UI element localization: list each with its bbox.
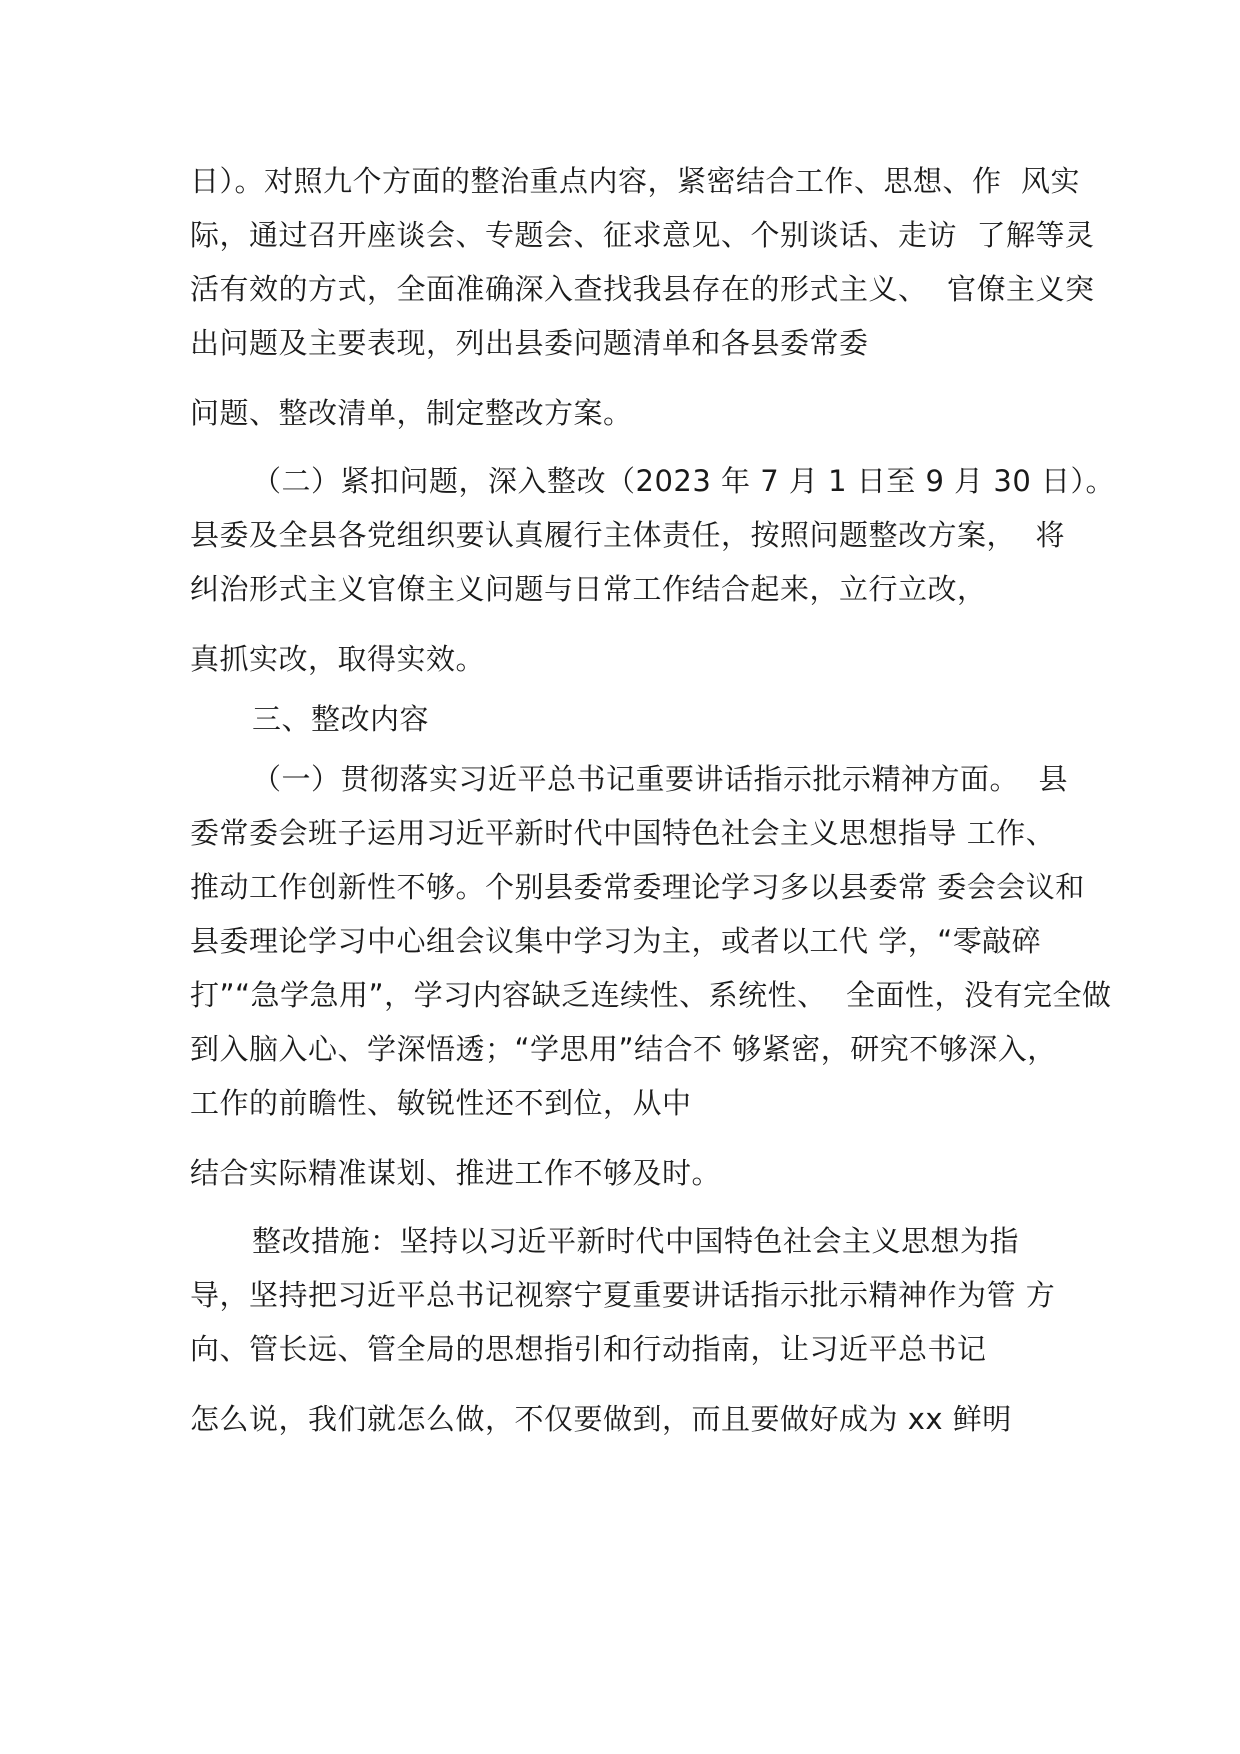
paragraph-line: 怎么说，我们就怎么做，不仅要做到，而且要做好成为 xx 鲜明 xyxy=(190,1402,1012,1436)
paragraph-line: 县委及全县各党组织要认真履行主体责任，按照问题整改方案， 将 xyxy=(190,518,1065,552)
paragraph-line: 出问题及主要表现，列出县委问题清单和各县委常委 xyxy=(190,326,869,360)
paragraph-line: 活有效的方式，全面准确深入查找我县存在的形式主义、 官僚主义突 xyxy=(190,272,1095,306)
paragraph-line: 打”“急学急用”，学习内容缺乏连续性、系统性、 全面性，没有完全做 xyxy=(190,978,1112,1012)
section-heading: 三、整改内容 xyxy=(252,702,430,736)
paragraph-line: （一）贯彻落实习近平总书记重要讲话指示批示精神方面。 县 xyxy=(252,762,1068,796)
paragraph-line: 真抓实改，取得实效。 xyxy=(190,642,486,676)
paragraph-line: 问题、整改清单，制定整改方案。 xyxy=(190,396,633,430)
paragraph-line: 结合实际精准谋划、推进工作不够及时。 xyxy=(190,1156,722,1190)
paragraph-line: 整改措施：坚持以习近平新时代中国特色社会主义思想为指 xyxy=(252,1224,1020,1258)
paragraph-line: 到入脑入心、学深悟透；“学思用”结合不 够紧密，研究不够深入， xyxy=(190,1032,1057,1066)
paragraph-line: 日）。对照九个方面的整治重点内容，紧密结合工作、思想、作 风实 xyxy=(190,164,1080,198)
paragraph-line: 推动工作创新性不够。个别县委常委理论学习多以县委常 委会会议和 xyxy=(190,870,1085,904)
paragraph-line: 纠治形式主义官僚主义问题与日常工作结合起来，立行立改， xyxy=(190,572,987,606)
paragraph-line: 委常委会班子运用习近平新时代中国特色社会主义思想指导 工作、 xyxy=(190,816,1056,850)
paragraph-line: 向、管长远、管全局的思想指引和行动指南，让习近平总书记 xyxy=(190,1332,987,1366)
paragraph-line: （二）紧扣问题，深入整改（2023 年 7 月 1 日至 9 月 30 日）。 xyxy=(252,464,1116,498)
paragraph-line: 导，坚持把习近平总书记视察宁夏重要讲话指示批示精神作为管 方 xyxy=(190,1278,1056,1312)
paragraph-line: 际，通过召开座谈会、专题会、征求意见、个别谈话、走访 了解等灵 xyxy=(190,218,1095,252)
paragraph-line: 县委理论学习中心组会议集中学习为主，或者以工代 学，“零敲碎 xyxy=(190,924,1042,958)
paragraph-line: 工作的前瞻性、敏锐性还不到位，从中 xyxy=(190,1086,692,1120)
